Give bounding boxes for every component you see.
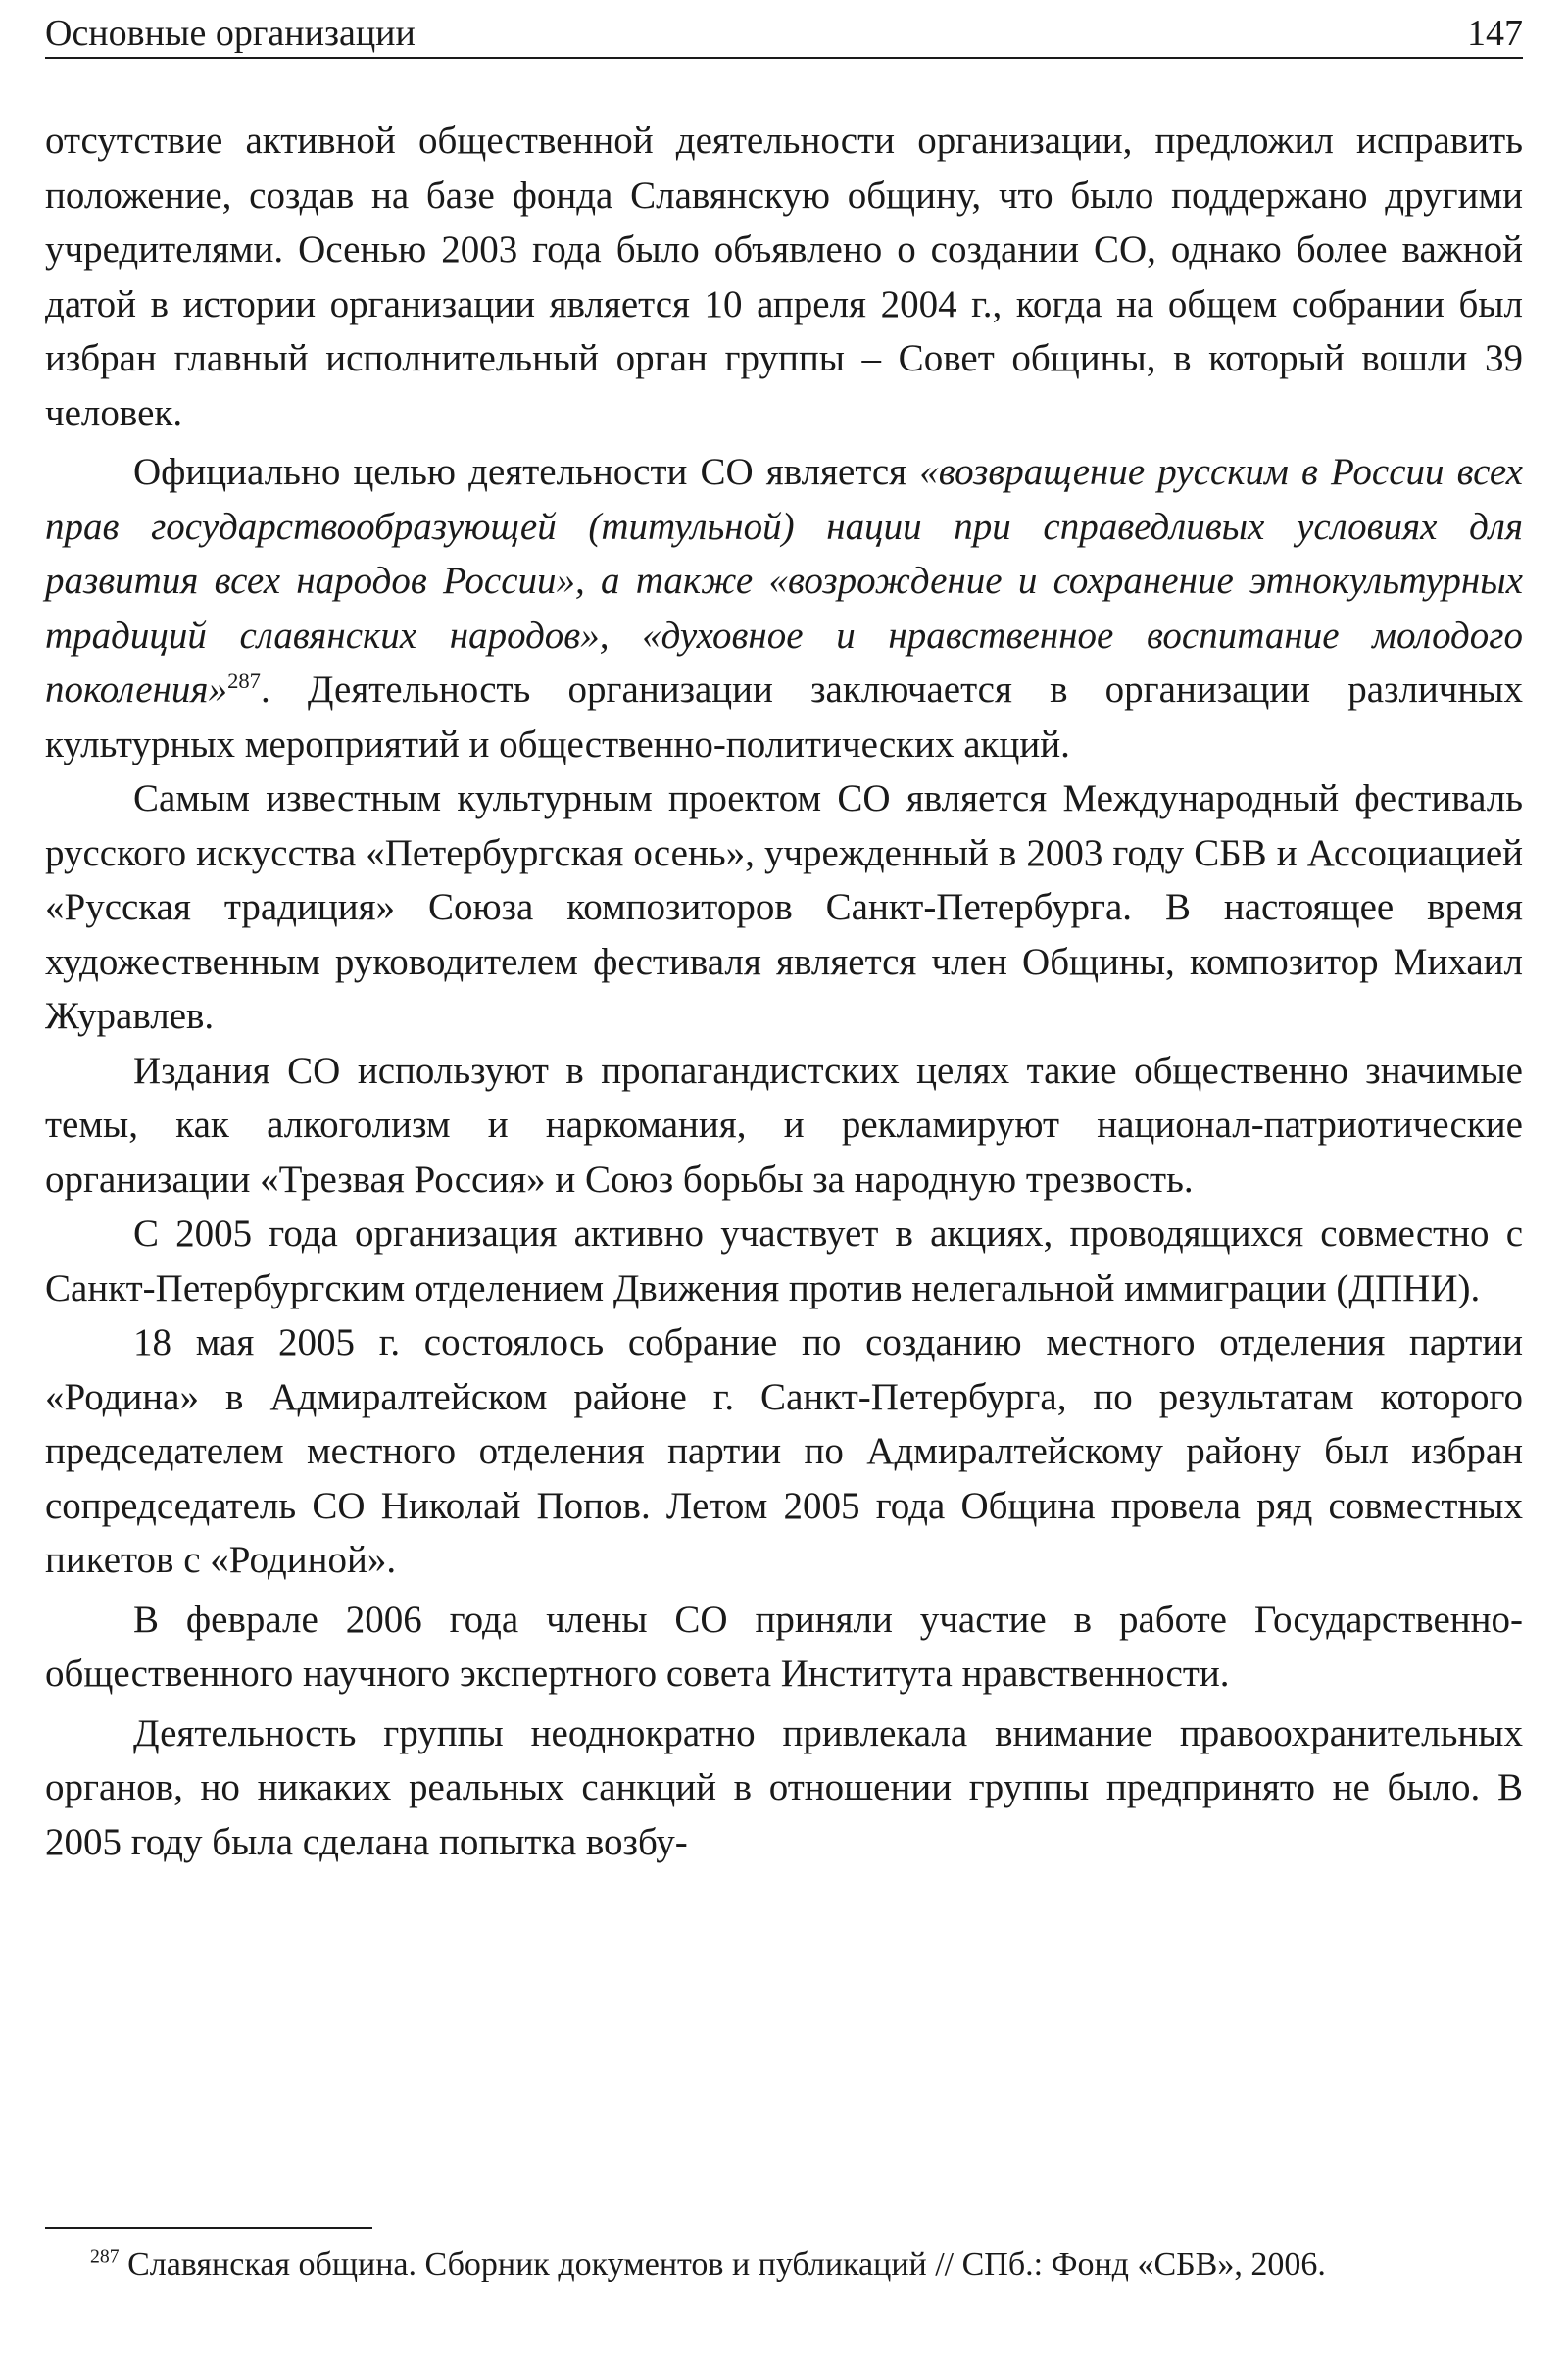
paragraph-2-tail: . Деятельность организации заключается в организации различных культурных мероприятий и общественно-политических акций.: [45, 668, 1523, 765]
paragraph-8: Деятельность группы неоднократно привлекала внимание правоохранительных органов, но никаких реальных санкций в отношении группы предпринято не было. В 2005 году была сделана попытка возбу-: [45, 1711, 1523, 1863]
page-number: 147: [1467, 13, 1523, 54]
book-page: [45, 0, 1523, 2370]
running-title: Основные организации: [45, 13, 416, 54]
paragraph-5: С 2005 года организация активно участвует в акциях, проводящихся совместно с Санкт-Петербургским отделением Движения против нелегальной иммиграции (ДПНИ).: [45, 1212, 1523, 1309]
footnote-287: [45, 2241, 1523, 2290]
running-header: [45, 10, 1523, 59]
paragraph-2: [45, 445, 1523, 771]
footnote-text: Славянская община. Сборник документов и публикаций // СПб.: Фонд «СБВ», 2006.: [119, 2247, 1326, 2283]
paragraph-4: Издания СО используют в пропагандистских целях такие общественно значимые темы, как алкоголизм и наркомания, и рекламируют национал-патриотические организации «Трезвая Россия» и Союз борьбы за народную трезвость.: [45, 1049, 1523, 1201]
paragraph-2-lead: Официально целью деятельности СО является: [133, 451, 920, 493]
paragraph-3: Самым известным культурным проектом СО является Международный фестиваль русского искусства «Петербургская осень», учрежденный в 2003 году СБВ и Ассоциацией «Русская традиция» Союза композиторов Санкт-Петербурга. В настоящее время художественным руководителем фестиваля является член Общины, композитор Михаил Журавлев.: [45, 777, 1523, 1037]
paragraph-6: 18 мая 2005 г. состоялось собрание по созданию местного отделения партии «Родина» в Адмиралтейском районе г. Санкт-Петербурга, по результатам которого председателем местного отделения партии по Адмиралтейскому району был избран сопредседатель СО Николай Попов. Летом 2005 года Община провела ряд совместных пикетов с «Родиной».: [45, 1321, 1523, 1581]
footnote-ref-287[interactable]: 287: [227, 668, 261, 693]
paragraph-1: отсутствие активной общественной деятельности организации, предложил исправить положение, создав на базе фонда Славянскую общину, что было поддержано другими учредителями. Осенью 2003 года было объявлено о создании СО, однако более важной датой в истории организации является 10 апреля 2004 г., когда на общем собрании был избран главный исполнительный орган группы – Совет общины, в который вошли 39 человек.: [45, 120, 1523, 434]
footnote-number: 287: [90, 2246, 120, 2268]
footnote-separator: [45, 2227, 372, 2229]
paragraph-7: В феврале 2006 года члены СО приняли участие в работе Государственно-общественного научного экспертного совета Института нравственности.: [45, 1598, 1523, 1695]
paragraph-2-quote: «возвращение русским в России всех прав государствообразующей (титульной) нации при справедливых условиях для развития всех народов России», а также «возрождение и сохранение этнокультурных традиций славянских народов», «духовное и нравственное воспитание молодого поколения»: [45, 451, 1523, 711]
main-text: [45, 114, 1523, 1869]
